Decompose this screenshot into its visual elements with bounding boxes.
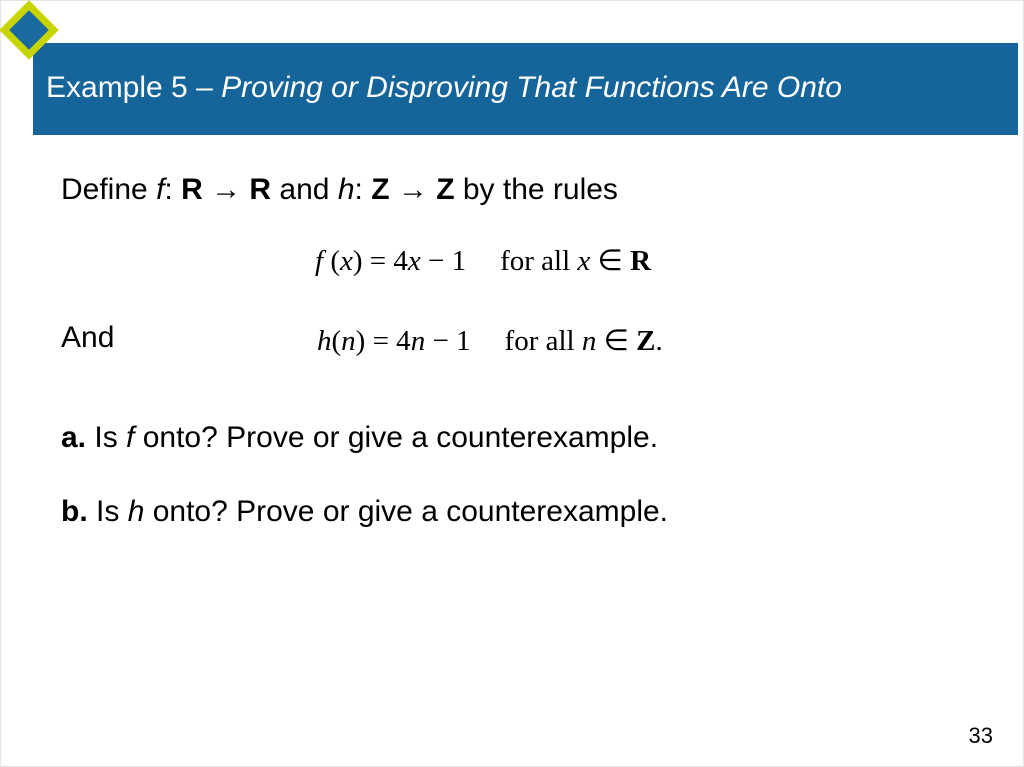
definition-text: Define xyxy=(61,173,157,206)
arrow: → xyxy=(389,173,437,206)
math-var: x xyxy=(577,245,591,277)
math-var: n xyxy=(410,325,426,357)
math-set: Z xyxy=(636,325,656,357)
and-label: And xyxy=(61,321,115,354)
math-text: ) = 4 xyxy=(355,325,411,357)
definition-text: : xyxy=(354,173,372,206)
question-a xyxy=(61,421,658,455)
equation-f xyxy=(315,243,651,278)
set-R: R xyxy=(181,173,203,206)
math-text: ∈ xyxy=(590,245,631,277)
set-Z: Z xyxy=(436,173,455,206)
math-text: − 1 xyxy=(425,325,471,357)
title-prefix: Example 5 – xyxy=(46,71,222,104)
math-text: for all xyxy=(500,245,578,277)
definition-text: and xyxy=(271,173,338,206)
title-bar xyxy=(33,43,1018,135)
question-text: Is xyxy=(86,421,127,454)
math-var: f xyxy=(315,245,324,277)
math-var: h xyxy=(317,325,332,357)
math-text: − 1 xyxy=(420,245,467,277)
var-f: f xyxy=(156,173,165,206)
math-var: n xyxy=(581,325,597,357)
question-b xyxy=(61,495,668,529)
diamond-logo-inner xyxy=(9,10,49,50)
math-var: x xyxy=(407,245,421,277)
slide-title xyxy=(46,71,842,105)
page-number: 33 xyxy=(968,723,993,748)
question-var: f xyxy=(126,421,135,454)
math-var: n xyxy=(341,325,356,357)
math-text: ∈ xyxy=(596,325,637,357)
title-emphasis: Proving or Disproving That Functions Are Onto xyxy=(221,71,842,104)
definition-text: by the rules xyxy=(454,173,618,206)
math-text: ( xyxy=(331,325,342,357)
definition-line xyxy=(61,173,618,207)
math-text: . xyxy=(655,325,663,357)
math-var: x xyxy=(339,245,353,277)
question-text: Is xyxy=(87,495,128,528)
var-h: h xyxy=(337,173,355,206)
math-text: for all xyxy=(504,325,582,357)
question-var: h xyxy=(127,495,145,528)
question-text: onto? Prove or give a counterexample. xyxy=(134,421,659,454)
equation-h xyxy=(317,323,663,358)
definition-text: : xyxy=(164,173,182,206)
set-Z: Z xyxy=(371,173,390,206)
set-R: R xyxy=(249,173,272,206)
math-text: ) = 4 xyxy=(352,245,408,277)
arrow: → xyxy=(202,173,250,206)
question-label: a. xyxy=(61,421,87,454)
math-set: R xyxy=(630,245,652,277)
question-label: b. xyxy=(61,495,88,528)
math-text: ( xyxy=(323,245,340,277)
question-text: onto? Prove or give a counterexample. xyxy=(144,495,669,528)
